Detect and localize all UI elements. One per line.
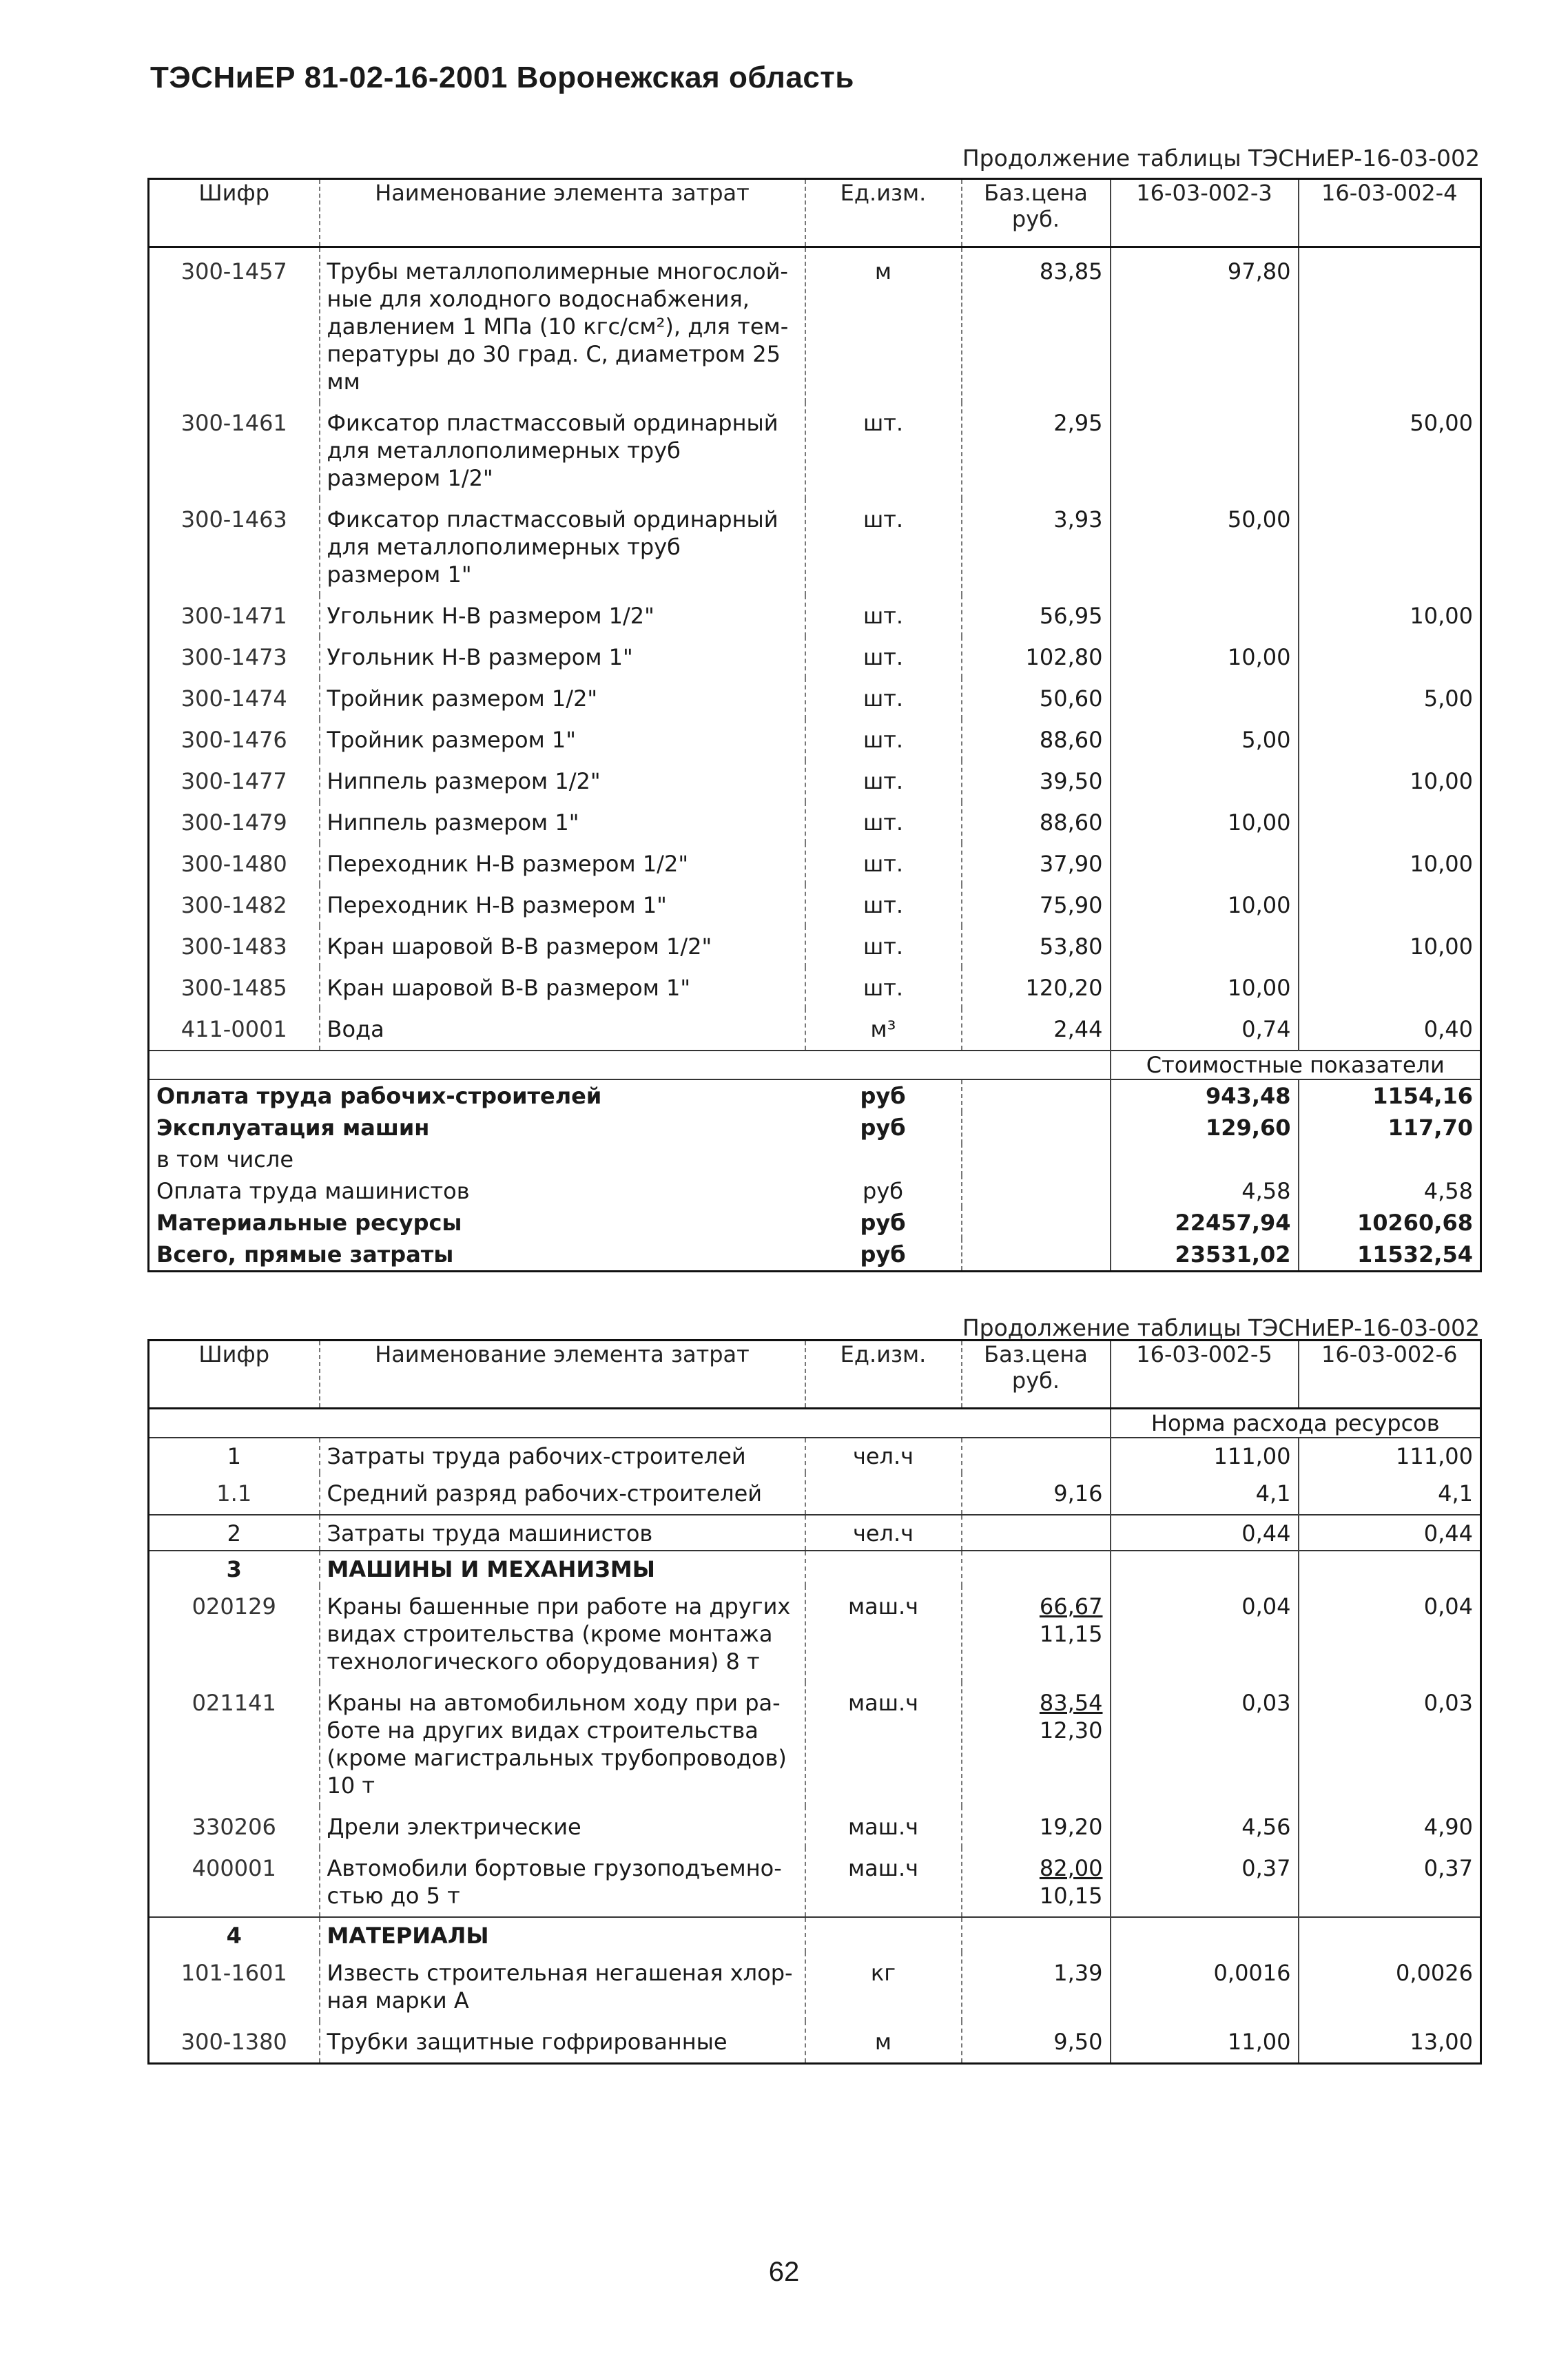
row-unit: шт.	[805, 843, 962, 885]
row-name: Тройник размером 1"	[320, 719, 805, 761]
row-name: Вода	[320, 1008, 805, 1051]
summary-value-4: 10260,68	[1299, 1207, 1481, 1239]
summary-row	[149, 1175, 1481, 1207]
summary-value-3: 943,48	[1111, 1079, 1299, 1112]
category-row	[149, 1551, 1481, 1586]
row-name: МАТЕРИАЛЫ	[320, 1917, 805, 1952]
table-row	[149, 1473, 1481, 1515]
table-row	[149, 885, 1481, 926]
row-name: Трубки защитные гофрированные	[320, 2021, 805, 2064]
row-unit: кг	[805, 1952, 962, 2021]
row-unit: шт.	[805, 802, 962, 843]
summary-value-4: 11532,54	[1299, 1239, 1481, 1272]
row-value-3: 50,00	[1111, 499, 1299, 595]
row-value-3	[1111, 761, 1299, 802]
table-caption: Продолжение таблицы ТЭСНиЕР-16-03-002	[962, 145, 1480, 172]
row-value-4: 5,00	[1299, 678, 1481, 719]
row-value-6: 0,03	[1299, 1682, 1481, 1806]
row-unit: шт.	[805, 761, 962, 802]
column-header-price: Баз.цена руб.	[962, 179, 1111, 247]
row-unit	[805, 1917, 962, 1952]
row-price: 3,93	[962, 499, 1111, 595]
column-header-variant-4: 16-03-002-4	[1299, 179, 1481, 247]
row-value-5: 0,0016	[1111, 1952, 1299, 2021]
row-code: 1	[149, 1438, 320, 1473]
row-value-6: 0,37	[1299, 1848, 1481, 1917]
row-value-3: 10,00	[1111, 637, 1299, 678]
row-price: 88,60	[962, 719, 1111, 761]
row-price	[962, 1438, 1111, 1473]
summary-name: Эксплуатация машин	[156, 1115, 430, 1141]
row-code: 1.1	[216, 1480, 252, 1507]
table-row	[149, 926, 1481, 967]
summary-unit: руб	[860, 1115, 906, 1141]
row-unit: м³	[805, 1008, 962, 1051]
summary-value-3	[1111, 1144, 1299, 1175]
row-price: 88,60	[962, 802, 1111, 843]
row-name: Средний разряд рабочих-строителей	[320, 1473, 805, 1515]
row-value-3	[1111, 926, 1299, 967]
row-value-3: 10,00	[1111, 802, 1299, 843]
row-value-4: 50,00	[1299, 402, 1481, 499]
summary-name: в том числе	[156, 1146, 293, 1172]
summary-row	[149, 1079, 1481, 1112]
summary-unit: руб	[805, 1079, 962, 1112]
row-value-3: 0,74	[1111, 1008, 1299, 1051]
row-price: 53,80	[962, 926, 1111, 967]
table-row	[149, 967, 1481, 1008]
row-price	[962, 1848, 1111, 1917]
summary-price	[962, 1144, 1111, 1175]
norm-header: Норма расхода ресурсов	[1111, 1409, 1481, 1438]
summary-value-4: 4,58	[1299, 1175, 1481, 1207]
norm-header-spacer	[149, 1409, 1111, 1438]
row-name: Переходник Н-В размером 1/2"	[320, 843, 805, 885]
row-unit: чел.ч	[805, 1438, 962, 1473]
table-row	[149, 1682, 1481, 1806]
summary-name: Оплата труда машинистов	[156, 1178, 470, 1204]
summary-value-3: 4,58	[1111, 1175, 1299, 1207]
row-code: 330206	[192, 1814, 276, 1840]
row-code: 300-1461	[180, 410, 287, 436]
row-code: 300-1457	[180, 258, 287, 285]
row-unit: шт.	[805, 967, 962, 1008]
row-price: 19,20	[962, 1806, 1111, 1848]
cost-indicators-header: Стоимостные показатели	[1111, 1051, 1481, 1079]
table-row	[149, 1438, 1481, 1473]
category-row	[149, 1917, 1481, 1952]
row-code: 300-1474	[180, 685, 287, 712]
row-value-3	[1111, 595, 1299, 637]
column-header-price: Баз.цена руб.	[962, 1341, 1111, 1409]
row-price-main: 66,67	[1039, 1593, 1103, 1620]
row-value-3: 5,00	[1111, 719, 1299, 761]
table-row	[149, 1586, 1481, 1682]
row-code: 3	[149, 1551, 320, 1586]
resource-table-2	[147, 1339, 1482, 2065]
column-header-variant-6: 16-03-002-6	[1299, 1341, 1481, 1409]
page-number: 62	[768, 2257, 800, 2287]
row-unit	[805, 1473, 962, 1515]
column-header-name: Наименование элемента затрат	[320, 179, 805, 247]
row-value-4	[1299, 499, 1481, 595]
summary-price	[962, 1175, 1111, 1207]
row-price: 37,90	[962, 843, 1111, 885]
summary-unit: руб	[860, 1210, 906, 1236]
cost-header-spacer	[149, 1051, 1111, 1079]
row-unit: маш.ч	[805, 1848, 962, 1917]
row-unit: шт.	[805, 595, 962, 637]
row-value-4: 10,00	[1299, 595, 1481, 637]
row-code: 101-1601	[180, 1960, 287, 1986]
row-name: Угольник Н-В размером 1"	[320, 637, 805, 678]
row-unit: чел.ч	[805, 1515, 962, 1551]
row-price-main: 82,00	[1039, 1855, 1103, 1881]
column-header-unit: Ед.изм.	[805, 179, 962, 247]
row-price: 1,39	[962, 1952, 1111, 2021]
summary-unit	[805, 1144, 962, 1175]
summary-price	[962, 1112, 1111, 1144]
summary-row	[149, 1144, 1481, 1175]
row-price: 39,50	[962, 761, 1111, 802]
row-name: Угольник Н-В размером 1/2"	[320, 595, 805, 637]
row-name: Фиксатор пластмассовый ординарный для металлополимерных труб размером 1"	[320, 499, 805, 595]
row-value-5: 4,56	[1111, 1806, 1299, 1848]
norm-header-row	[149, 1409, 1481, 1438]
cost-header-row	[149, 1051, 1481, 1079]
row-price: 9,50	[962, 2021, 1111, 2064]
summary-row	[149, 1239, 1481, 1272]
row-unit	[805, 1551, 962, 1586]
row-code: 300-1485	[180, 975, 287, 1001]
table-row	[149, 843, 1481, 885]
row-price-labor: 12,30	[1039, 1717, 1103, 1744]
summary-value-4	[1299, 1144, 1481, 1175]
row-code: 411-0001	[180, 1016, 287, 1042]
row-value-4	[1299, 967, 1481, 1008]
row-value-5: 111,00	[1111, 1438, 1299, 1473]
summary-price	[962, 1239, 1111, 1272]
row-code: 300-1476	[180, 727, 287, 753]
table-row	[149, 595, 1481, 637]
row-value-5: 0,04	[1111, 1586, 1299, 1682]
table-row	[149, 1515, 1481, 1551]
column-header-variant-5: 16-03-002-5	[1111, 1341, 1299, 1409]
row-unit: м	[805, 247, 962, 403]
table-row	[149, 761, 1481, 802]
row-value-4	[1299, 719, 1481, 761]
row-price: 2,44	[962, 1008, 1111, 1051]
row-code: 300-1477	[180, 768, 287, 794]
row-value-6: 4,90	[1299, 1806, 1481, 1848]
table-header-row	[149, 179, 1481, 247]
document-title: ТЭСНиЕР 81-02-16-2001 Воронежская область	[150, 61, 854, 94]
row-name: Затраты труда рабочих-строителей	[320, 1438, 805, 1473]
row-value-4	[1299, 247, 1481, 403]
resource-table-1	[147, 178, 1482, 1272]
row-price: 102,80	[962, 637, 1111, 678]
table-row	[149, 637, 1481, 678]
summary-value-4: 117,70	[1299, 1112, 1481, 1144]
table-row	[149, 678, 1481, 719]
row-value-4: 0,40	[1299, 1008, 1481, 1051]
summary-unit: руб	[860, 1241, 906, 1268]
row-price-labor: 10,15	[1039, 1883, 1103, 1909]
row-value-6: 0,44	[1299, 1515, 1481, 1551]
row-value-6: 4,1	[1299, 1473, 1481, 1515]
row-name: Краны башенные при работе на других видах строительства (кроме монтажа технологического оборудования) 8 т	[320, 1586, 805, 1682]
row-price: 50,60	[962, 678, 1111, 719]
row-price-main: 83,54	[1039, 1690, 1103, 1716]
row-unit: м	[805, 2021, 962, 2064]
row-name: Автомобили бортовые грузоподъемно-стью до 5 т	[320, 1848, 805, 1917]
row-code: 300-1471	[180, 603, 287, 629]
row-value-4	[1299, 885, 1481, 926]
table-row	[149, 719, 1481, 761]
row-name: Тройник размером 1/2"	[320, 678, 805, 719]
row-code: 300-1473	[180, 644, 287, 670]
row-price: 83,85	[962, 247, 1111, 403]
row-value-6: 111,00	[1299, 1438, 1481, 1473]
row-value-3: 10,00	[1111, 885, 1299, 926]
table-row	[149, 1806, 1481, 1848]
row-price: 75,90	[962, 885, 1111, 926]
row-value-4: 10,00	[1299, 761, 1481, 802]
summary-name: Всего, прямые затраты	[156, 1241, 454, 1268]
column-header-name: Наименование элемента затрат	[320, 1341, 805, 1409]
row-price	[962, 1586, 1111, 1682]
row-value-6	[1299, 1917, 1481, 1952]
table-row	[149, 499, 1481, 595]
column-header-variant-3: 16-03-002-3	[1111, 179, 1299, 247]
table-row	[149, 247, 1481, 403]
row-code: 300-1463	[180, 506, 287, 532]
row-value-4: 10,00	[1299, 843, 1481, 885]
row-unit: маш.ч	[805, 1586, 962, 1682]
row-value-6	[1299, 1551, 1481, 1586]
table-row	[149, 402, 1481, 499]
summary-value-3: 129,60	[1111, 1112, 1299, 1144]
row-code: 300-1479	[180, 809, 287, 836]
column-header-code: Шифр	[149, 1341, 320, 1409]
row-unit: маш.ч	[805, 1682, 962, 1806]
row-name: Известь строительная негашеная хлор-ная марки А	[320, 1952, 805, 2021]
table-row	[149, 1848, 1481, 1917]
table-caption: Продолжение таблицы ТЭСНиЕР-16-03-002	[962, 1314, 1480, 1341]
table-row	[149, 1952, 1481, 2021]
row-price	[962, 1917, 1111, 1952]
row-name: Ниппель размером 1/2"	[320, 761, 805, 802]
row-name: Краны на автомобильном ходу при ра-боте на других видах строительства (кроме магистральных трубопроводов) 10 т	[320, 1682, 805, 1806]
column-header-code: Шифр	[149, 179, 320, 247]
row-code: 4	[149, 1917, 320, 1952]
row-value-5: 11,00	[1111, 2021, 1299, 2064]
row-code: 2	[149, 1515, 320, 1551]
row-unit: шт.	[805, 637, 962, 678]
row-name: Фиксатор пластмассовый ординарный для металлополимерных труб размером 1/2"	[320, 402, 805, 499]
row-value-5	[1111, 1917, 1299, 1952]
summary-value-4: 1154,16	[1299, 1079, 1481, 1112]
row-value-4: 10,00	[1299, 926, 1481, 967]
row-price: 2,95	[962, 402, 1111, 499]
row-unit: шт.	[805, 885, 962, 926]
summary-row	[149, 1112, 1481, 1144]
summary-price	[962, 1079, 1111, 1112]
row-price	[962, 1515, 1111, 1551]
summary-value-3: 22457,94	[1111, 1207, 1299, 1239]
row-value-6: 13,00	[1299, 2021, 1481, 2064]
row-value-5: 4,1	[1111, 1473, 1299, 1515]
row-value-3: 97,80	[1111, 247, 1299, 403]
row-name: Затраты труда машинистов	[320, 1515, 805, 1551]
row-price: 9,16	[962, 1473, 1111, 1515]
summary-name: Оплата труда рабочих-строителей	[149, 1079, 805, 1112]
summary-name: Материальные ресурсы	[156, 1210, 462, 1236]
row-name: Трубы металлополимерные многослой-ные для холодного водоснабжения, давлением 1 МПа (10 кгс/см²), для тем-пературы до 30 град. С, диаметром 25 мм	[320, 247, 805, 403]
row-unit: шт.	[805, 719, 962, 761]
row-name: Кран шаровой В-В размером 1/2"	[320, 926, 805, 967]
table-row	[149, 802, 1481, 843]
row-value-3	[1111, 843, 1299, 885]
row-value-5	[1111, 1551, 1299, 1586]
row-code: 020129	[192, 1593, 276, 1620]
row-name: Переходник Н-В размером 1"	[320, 885, 805, 926]
row-value-6: 0,04	[1299, 1586, 1481, 1682]
column-header-unit: Ед.изм.	[805, 1341, 962, 1409]
row-price: 120,20	[962, 967, 1111, 1008]
row-code: 300-1380	[180, 2029, 287, 2055]
summary-price	[962, 1207, 1111, 1239]
row-unit: шт.	[805, 926, 962, 967]
summary-value-3: 23531,02	[1111, 1239, 1299, 1272]
row-value-3: 10,00	[1111, 967, 1299, 1008]
row-code: 300-1483	[180, 933, 287, 960]
row-name: Кран шаровой В-В размером 1"	[320, 967, 805, 1008]
table-row	[149, 2021, 1481, 2064]
row-name: МАШИНЫ И МЕХАНИЗМЫ	[320, 1551, 805, 1586]
summary-unit: руб	[863, 1178, 903, 1204]
row-code: 400001	[192, 1855, 276, 1881]
row-price: 56,95	[962, 595, 1111, 637]
row-value-5: 0,37	[1111, 1848, 1299, 1917]
row-value-5: 0,03	[1111, 1682, 1299, 1806]
row-value-3	[1111, 678, 1299, 719]
row-value-5: 0,44	[1111, 1515, 1299, 1551]
row-unit: шт.	[805, 678, 962, 719]
row-value-4	[1299, 637, 1481, 678]
row-code: 021141	[192, 1690, 276, 1716]
summary-row	[149, 1207, 1481, 1239]
row-price	[962, 1551, 1111, 1586]
row-price	[962, 1682, 1111, 1806]
row-unit: шт.	[805, 499, 962, 595]
row-price-labor: 11,15	[1039, 1621, 1103, 1647]
row-name: Ниппель размером 1"	[320, 802, 805, 843]
row-unit: шт.	[805, 402, 962, 499]
row-value-3	[1111, 402, 1299, 499]
row-unit: маш.ч	[805, 1806, 962, 1848]
row-name: Дрели электрические	[320, 1806, 805, 1848]
table-row	[149, 1008, 1481, 1051]
row-code: 300-1480	[180, 851, 287, 877]
row-code: 300-1482	[180, 892, 287, 918]
table-header-row	[149, 1341, 1481, 1409]
row-value-4	[1299, 802, 1481, 843]
row-value-6: 0,0026	[1299, 1952, 1481, 2021]
